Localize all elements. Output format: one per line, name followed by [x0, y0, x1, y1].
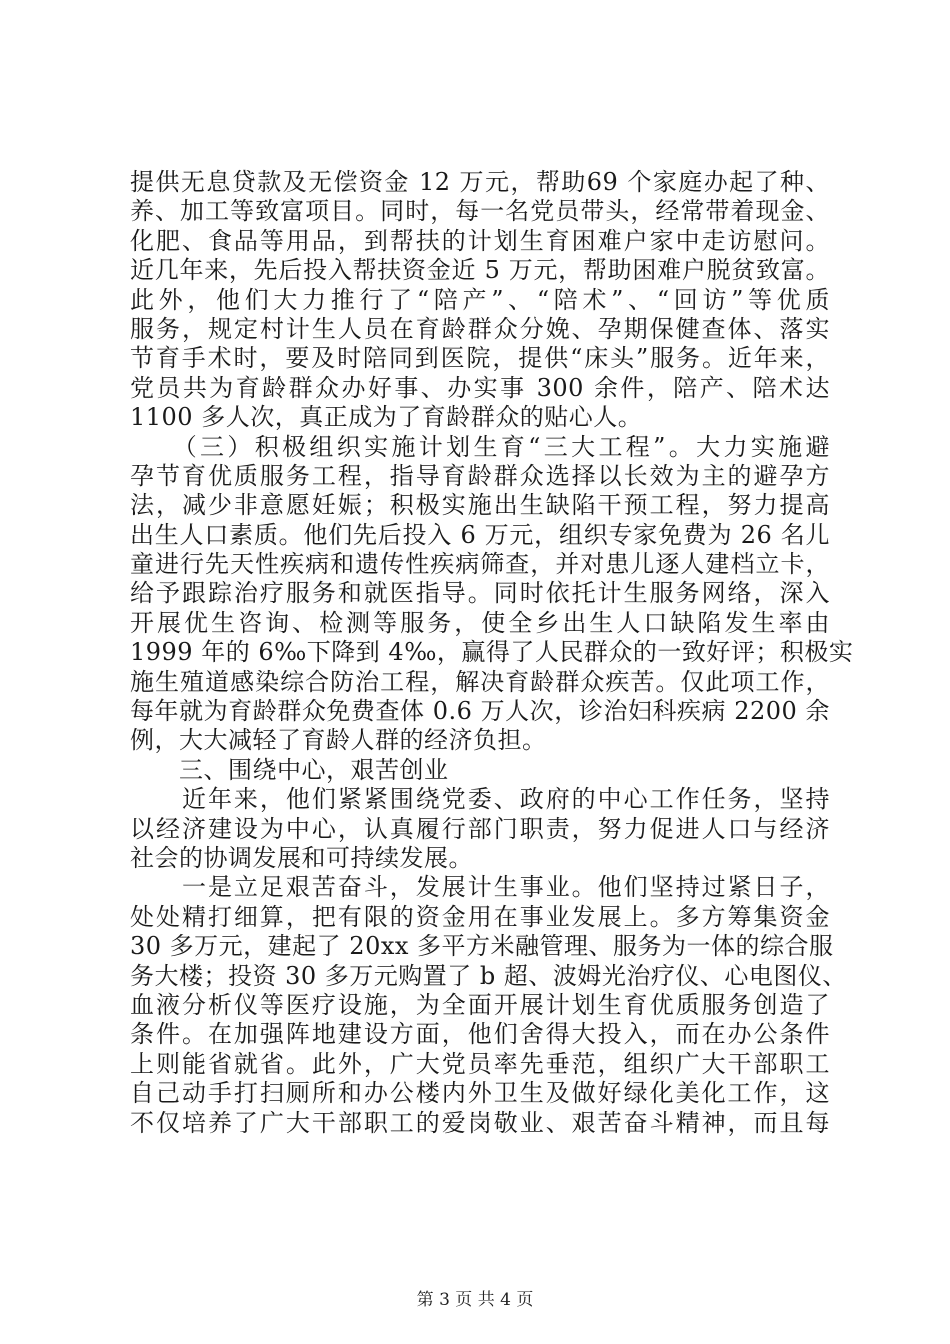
text-line: 例，大大减轻了育龄人群的经济负担。 — [130, 726, 547, 755]
text-line: 1100 多人次，真正成为了育龄群众的贴心人。 — [130, 403, 643, 432]
text-line: 施生殖道感染综合防治工程，解决育龄群众疾苦。仅此项工作， — [130, 667, 830, 696]
text-line: 上则能省就省。此外，广大党员率先垂范，组织广大干部职工 — [130, 1049, 830, 1078]
text-line: 每年就为育龄群众免费查体 0.6 万人次，诊治妇科疾病 2200 余 — [130, 697, 830, 726]
document-body — [130, 168, 854, 1138]
text-line: 节育手术时，要及时陪同到医院，提供“床头”服务。近年来， — [130, 344, 830, 373]
text-line: 务大楼；投资 30 多万元购置了 b 超、波姆光治疗仪、心电图仪、 — [130, 961, 847, 990]
text-line: 30 多万元，建起了 20xx 多平方米融管理、服务为一体的综合服 — [130, 932, 834, 961]
text-line: 近几年来，先后投入帮扶资金近 5 万元，帮助困难户脱贫致富。 — [130, 256, 830, 285]
text-line: 提供无息贷款及无偿资金 12 万元，帮助69 个家庭办起了种、 — [130, 168, 830, 196]
text-line: 三、围绕中心，艰苦创业 — [130, 755, 449, 784]
text-line: 不仅培养了广大干部职工的爱岗敬业、艰苦奋斗精神，而且每 — [130, 1108, 830, 1137]
page-footer: 第 3 页 共 4 页 — [416, 1290, 534, 1310]
text-line: 自己动手打扫厕所和办公楼内外卫生及做好绿化美化工作，这 — [130, 1079, 830, 1108]
text-line: 童进行先天性疾病和遗传性疾病筛查，并对患儿逐人建档立卡， — [130, 550, 830, 579]
text-line: 化肥、食品等用品，到帮扶的计划生育困难户家中走访慰问。 — [130, 226, 830, 255]
text-line: 党员共为育龄群众办好事、办实事 300 余件，陪产、陪术达 — [130, 373, 830, 402]
text-line: 处处精打细算，把有限的资金用在事业发展上。多方筹集资金 — [130, 902, 830, 931]
text-line: 养、加工等致富项目。同时，每一名党员带头，经常带着现金、 — [130, 197, 830, 226]
text-line: 给予跟踪治疗服务和就医指导。同时依托计生服务网络，深入 — [130, 579, 830, 608]
text-line: （三）积极组织实施计划生育“三大工程”。大力实施避 — [130, 432, 830, 461]
text-line: 此外，他们大力推行了“陪产”、“陪术”、“回访”等优质 — [130, 285, 830, 314]
text-line: 以经济建设为中心，认真履行部门职责，努力促进人口与经济 — [130, 814, 830, 843]
text-line: 1999 年的 6‰下降到 4‰，赢得了人民群众的一致好评；积极实 — [130, 638, 854, 667]
text-line: 一是立足艰苦奋斗，发展计生事业。他们坚持过紧日子， — [130, 873, 830, 902]
text-line: 社会的协调发展和可持续发展。 — [130, 843, 473, 872]
text-line: 血液分析仪等医疗设施，为全面开展计划生育优质服务创造了 — [130, 990, 830, 1019]
text-line: 法，减少非意愿妊娠；积极实施出生缺陷干预工程，努力提高 — [130, 491, 830, 520]
text-line: 条件。在加强阵地建设方面，他们舍得大投入，而在办公条件 — [130, 1020, 830, 1049]
text-line: 服务，规定村计生人员在育龄群众分娩、孕期保健查体、落实 — [130, 314, 830, 343]
text-line: 出生人口素质。他们先后投入 6 万元，组织专家免费为 26 名儿 — [130, 520, 830, 549]
text-line: 近年来，他们紧紧围绕党委、政府的中心工作任务，坚持 — [130, 785, 830, 814]
text-line: 孕节育优质服务工程，指导育龄群众选择以长效为主的避孕方 — [130, 461, 830, 490]
text-line: 开展优生咨询、检测等服务，使全乡出生人口缺陷发生率由 — [130, 608, 830, 637]
